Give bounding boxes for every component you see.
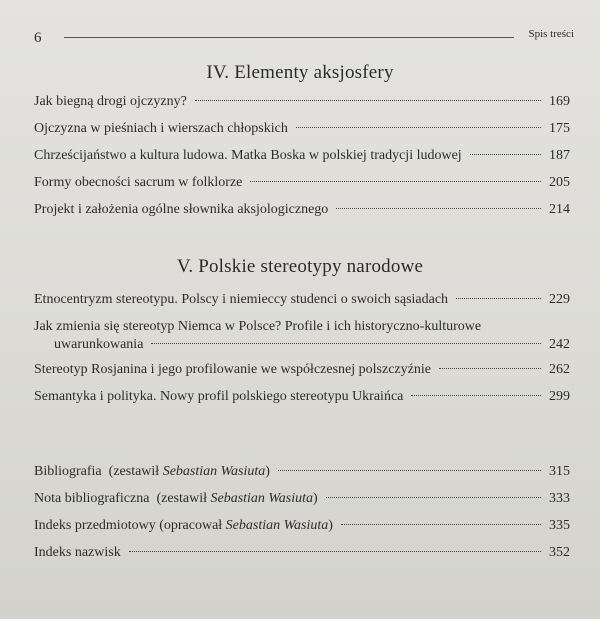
toc-entry-continuation	[34, 336, 570, 353]
page-header	[34, 28, 574, 48]
toc-entry-page: 315	[549, 464, 570, 479]
dot-leader	[129, 551, 541, 552]
section-iv-list	[34, 93, 570, 228]
dot-leader	[456, 298, 541, 299]
toc-entry-page: 352	[549, 545, 570, 560]
toc-entry	[34, 361, 570, 388]
toc-entry	[34, 318, 570, 361]
dot-leader	[411, 395, 541, 396]
toc-entry-title: Ojczyzna w pieśniach i wierszach chłopskich	[34, 121, 288, 136]
dot-leader	[336, 208, 541, 209]
toc-entry-title: Chrześcijaństwo a kultura ludowa. Matka Boska w polskiej tradycji ludowej	[34, 148, 462, 163]
toc-entry	[34, 517, 570, 544]
dot-leader	[151, 343, 541, 344]
toc-entry	[34, 147, 570, 174]
toc-entry-title	[34, 517, 333, 534]
toc-entry	[34, 490, 570, 517]
toc-entry	[34, 388, 570, 415]
header-rule	[64, 37, 514, 38]
dot-leader	[326, 497, 541, 498]
back-matter-list	[34, 463, 570, 571]
section-iv-title: IV. Elementy aksjosfery	[206, 62, 394, 83]
toc-entry-page: 333	[549, 491, 570, 506]
toc-entry-title: Projekt i założenia ogólne słownika aksjologicznego	[34, 202, 329, 217]
toc-entry-page: 229	[549, 292, 570, 307]
toc-entry	[34, 174, 570, 201]
toc-entry-page: 335	[549, 518, 570, 533]
toc-entry-page: 187	[549, 148, 570, 163]
entry-note-suffix: )	[328, 518, 333, 533]
section-v-title: V. Polskie stereotypy narodowe	[176, 256, 424, 277]
toc-entry-title	[34, 490, 318, 507]
dot-leader	[470, 154, 541, 155]
entry-note-suffix: )	[265, 464, 270, 479]
toc-entry-title: Jak biegną drogi ojczyzny?	[34, 94, 187, 109]
toc-entry	[34, 120, 570, 147]
toc-entry	[34, 291, 570, 318]
toc-entry	[34, 93, 570, 120]
toc-entry-page: 214	[549, 202, 570, 217]
entry-editor: Sebastian Wasiuta	[210, 491, 314, 506]
dot-leader	[195, 100, 541, 101]
entry-note-suffix: )	[313, 491, 318, 506]
toc-entry-title: Etnocentryzm stereotypu. Polscy i niemieccy studenci o swoich sąsiadach	[34, 292, 449, 307]
entry-editor: Sebastian Wasiuta	[162, 464, 266, 479]
toc-entry-page: 175	[549, 121, 570, 136]
toc-entry	[34, 201, 570, 228]
entry-label: Indeks przedmiotowy	[34, 518, 156, 533]
entry-label: Bibliografia	[34, 464, 102, 479]
toc-entry-page: 262	[549, 362, 570, 377]
entry-note-prefix: (zestawił	[108, 464, 160, 479]
toc-entry-title: Indeks nazwisk	[34, 545, 121, 560]
toc-entry-page: 242	[549, 337, 570, 352]
dot-leader	[439, 368, 541, 369]
dot-leader	[341, 524, 541, 525]
running-head: Spis treści	[528, 28, 574, 40]
toc-entry-page: 205	[549, 175, 570, 190]
toc-entry-page: 169	[549, 94, 570, 109]
toc-entry-title: Semantyka i polityka. Nowy profil polskiego stereotypu Ukraińca	[34, 389, 404, 404]
toc-entry-title-continued: uwarunkowania	[54, 337, 144, 352]
toc-entry-title: Formy obecności sacrum w folklorze	[34, 175, 243, 190]
dot-leader	[250, 181, 541, 182]
toc-entry-title: Stereotyp Rosjanina i jego profilowanie we współczesnej polszczyźnie	[34, 362, 431, 377]
dot-leader	[296, 127, 541, 128]
toc-entry-title	[34, 463, 270, 480]
page-number: 6	[34, 30, 42, 46]
dot-leader	[278, 470, 541, 471]
entry-editor: Sebastian Wasiuta	[225, 518, 329, 533]
toc-entry-page: 299	[549, 389, 570, 404]
toc-entry	[34, 544, 570, 571]
entry-label: Nota bibliograficzna	[34, 491, 150, 506]
entry-note-prefix: (opracował	[159, 518, 223, 533]
toc-entry-title: Jak zmienia się stereotyp Niemca w Polsce? Profile i ich historyczno-kulturowe	[34, 319, 482, 334]
toc-entry	[34, 463, 570, 490]
entry-note-prefix: (zestawił	[156, 491, 207, 506]
section-v-list	[34, 291, 570, 415]
